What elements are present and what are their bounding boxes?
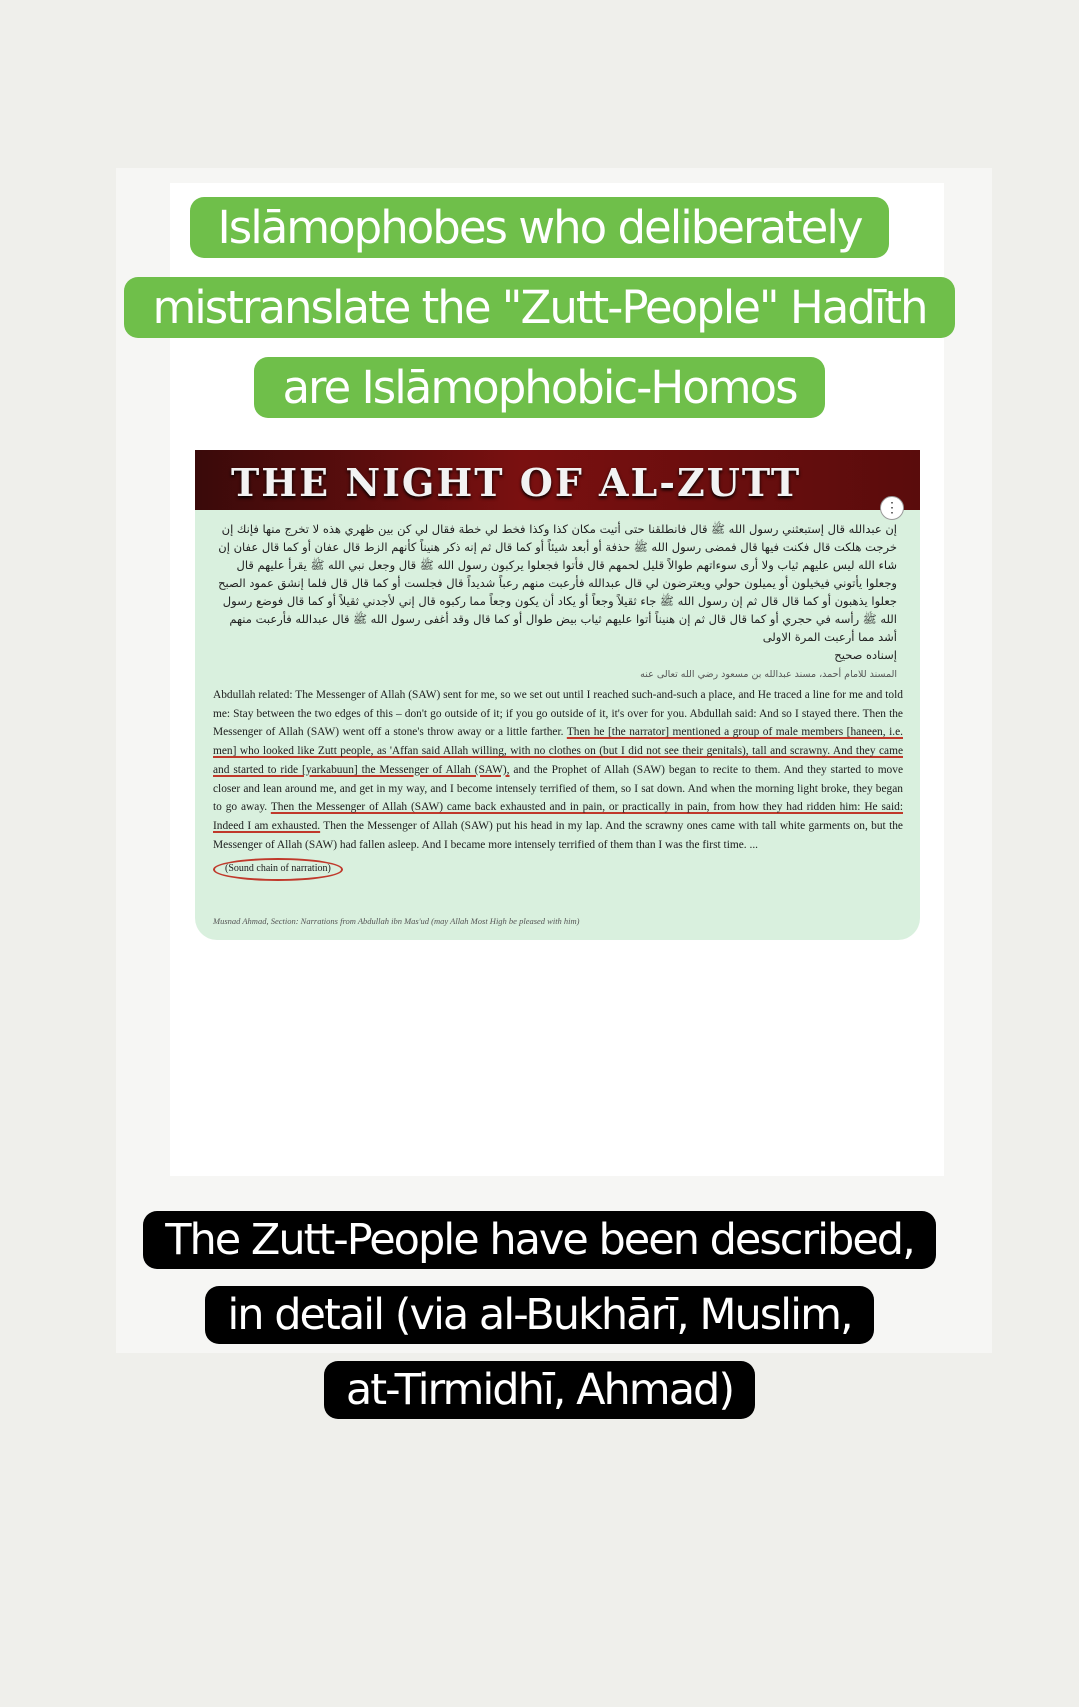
- english-translation: [213, 686, 903, 881]
- translation-text-1: Abdullah related: The Messenger of Allah (SAW) sent for me, so we set out until I reached such-and-such a place, and He traced a line for me and told me: Stay between the two edges of this – don't go outside of it; if you go outside of it, it's over for you. Abdullah said: And so I stayed there. Then the Messenger of Allah (SAW) went off a stone's throw away or a little farther.: [213, 689, 903, 739]
- hadith-screenshot: [195, 450, 920, 940]
- translation-text-3: Then the Messenger of Allah (SAW) put his head in my lap. And the scrawny ones came with tall white garments on, but the Messenger of Allah (SAW) had fallen asleep. And I became more intensely terrified of them than I was the first time. ...: [213, 819, 903, 851]
- top-caption: [0, 188, 1079, 428]
- underlined-passage-1: Then he [the narrator] mentioned a group of male members [haneen, i.e. men] who looked like Zutt people, as 'Affan said Allah willing, with no clothes on (but I did not see their genitals), tall and scrawny. And they came and started to ride [yarkabuun] the Messenger of Allah (SAW),: [213, 726, 903, 776]
- arabic-source: المسند للامام أحمد، مسند عبدالله بن مسعود رضي الله تعالى عنه: [640, 669, 897, 680]
- top-caption-line-3: are Islāmophobic-Homos: [254, 357, 824, 418]
- title-banner: [195, 450, 920, 510]
- banner-title: THE NIGHT OF AL-ZUTT: [231, 460, 802, 505]
- source-citation: Musnad Ahmad, Section: Narrations from Abdullah ibn Mas'ud (may Allah Most High be pleased with him): [213, 916, 580, 926]
- bottom-caption: [0, 1203, 1079, 1428]
- bottom-caption-line-2: in detail (via al-Bukhārī, Muslim,: [205, 1286, 873, 1344]
- translation-text-2: and the Prophet of Allah (SAW) began to recite to them. And they started to move closer and lean around me, and get in my way, and I become intensely terrified of them, so I sat down. And when the morning light broke, they began to go away.: [213, 763, 904, 814]
- arabic-isnad: إسناده صحيح: [834, 648, 897, 662]
- top-caption-line-2: mistranslate the "Zutt-People" Hadīth: [124, 277, 954, 338]
- arabic-text-block: [217, 520, 897, 684]
- arabic-hadith-text: إن عبدالله قال إستبعثني رسول الله ﷺ قال فانطلقنا حتى أتيت مكان كذا وكذا فخط لي خطة فقال لي كن بين ظهري هذه لا تخرج منها فإنك إن خرجت هلكت قال فكنت فيها قال فمضى رسول الله ﷺ حذفة أو أبعد شيئاً أو كما قال ثم إنه ذكر هنيناً كأنهم الزط قال عفان أو كما قال عفان إن شاء الله ليس عليهم ثياب ولا أرى سوءاتهم طوالاً قليل لحمهم قال فأتوا فجعلوا يركبون رسول الله ﷺ قال وجعل نبي الله ﷺ يقرأ عليهم قال وجعلوا يأتوني فيخيلون أو يميلون حولي ويعترضون لي قال عبدالله فأرعبت منهم رعباً شديداً قال فجلست أو كما قال قال فلما إنشق عمود الصبح جعلوا يذهبون أو كما قال قال ثم إن رسول الله ﷺ جاء ثقيلاً وجعاً أو يكاد أن يكون وجعاً مما ركبوه قال إني لأجدني ثقيلاً أو كما قال فوضع رسول الله ﷺ رأسه في حجري أو كما قال قال ثم إن هنيناً أتوا عليهم ثياب بيض طوال أو كما قال وقد أغفى رسول الله ﷺ قال عبدالله فأرعبت منهم أشد مما أرعبت المرة الاولى: [218, 522, 897, 644]
- more-options-icon[interactable]: ⋮: [880, 496, 904, 520]
- bottom-caption-line-3: at-Tirmidhī, Ahmad): [324, 1361, 755, 1419]
- underlined-passage-2: Then the Messenger of Allah (SAW) came back exhausted and in pain, or practically in pain, from how they had ridden him: He said: Indeed I am exhausted.: [213, 801, 903, 832]
- bottom-caption-line-1: The Zutt-People have been described,: [143, 1211, 936, 1269]
- translation-paragraph: [213, 686, 903, 854]
- grading-circled-note: (Sound chain of narration): [213, 858, 343, 881]
- top-caption-line-1: Islāmophobes who deliberately: [190, 197, 890, 258]
